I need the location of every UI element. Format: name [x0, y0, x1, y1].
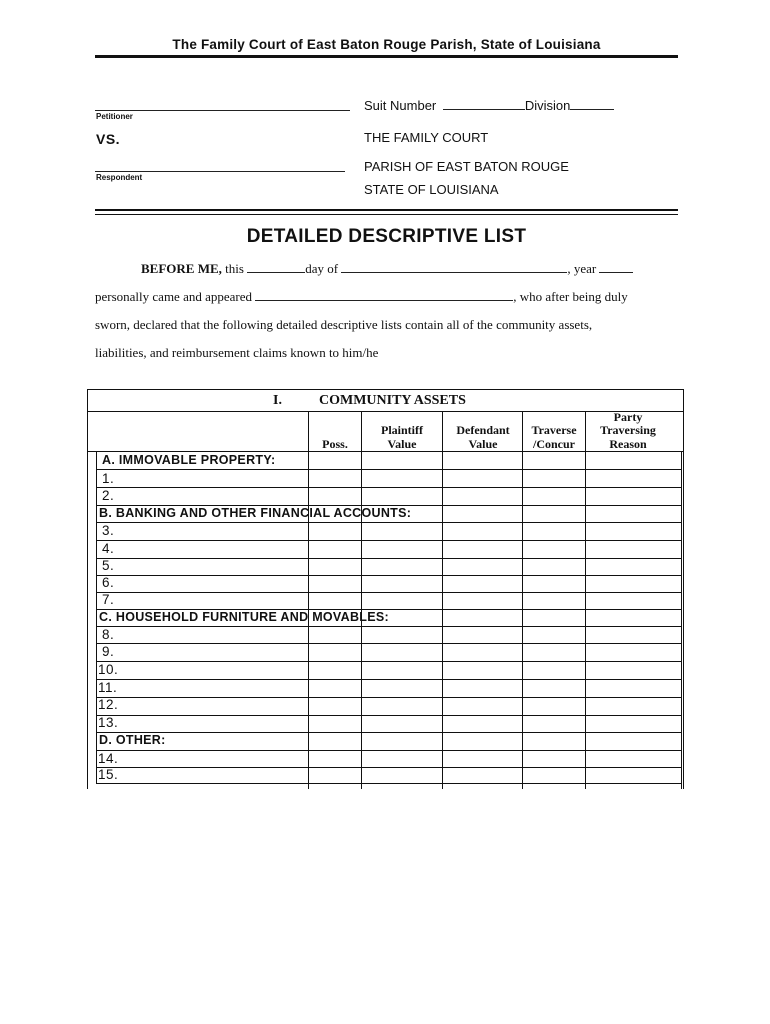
section-title: COMMUNITY ASSETS — [319, 393, 466, 408]
appearer-name-field[interactable] — [255, 289, 513, 301]
row-line — [96, 522, 682, 523]
col-defendant-2: Value — [468, 437, 498, 451]
before-me-label: BEFORE ME, — [141, 261, 222, 276]
row-label: 6. — [102, 575, 115, 590]
table-left-border — [87, 389, 88, 789]
year-text: , year — [567, 261, 597, 276]
row-label: 11. — [98, 680, 118, 695]
sworn-text: sworn, declared that the following detailed descriptive lists contain all of the community assets, — [95, 317, 593, 332]
court-line3: STATE OF LOUISIANA — [364, 182, 499, 197]
suit-number-field[interactable] — [443, 98, 525, 110]
col-divider-6 — [681, 451, 682, 789]
row-line — [96, 715, 682, 716]
day-field[interactable] — [247, 261, 305, 273]
court-line1: THE FAMILY COURT — [364, 130, 489, 145]
row-label: 12. — [98, 697, 119, 712]
col-party-2: Traversing — [600, 423, 656, 437]
petitioner-line[interactable] — [95, 110, 350, 111]
row-line — [96, 592, 682, 593]
row-label: 8. — [102, 627, 115, 642]
inner-left-border — [96, 451, 97, 783]
row-line — [96, 558, 682, 559]
row-line — [96, 575, 682, 576]
section-c-label: C. HOUSEHOLD FURNITURE AND MOVABLES: — [99, 610, 389, 624]
liabilities-text: liabilities, and reimbursement claims known to him/he — [95, 345, 379, 360]
row-label: 4. — [102, 541, 115, 556]
row-line — [96, 697, 682, 698]
year-field[interactable] — [599, 261, 633, 273]
row-label: 13. — [98, 715, 119, 730]
court-line2: PARISH OF EAST BATON ROUGE — [364, 159, 569, 174]
header-rule — [95, 55, 678, 58]
section-d-label: D. OTHER: — [99, 733, 166, 747]
suit-number-label: Suit Number — [364, 98, 437, 113]
row-line — [96, 487, 682, 488]
col-traverse-2: /Concur — [533, 437, 575, 451]
respondent-line[interactable] — [95, 171, 345, 172]
col-poss: Poss. — [322, 437, 348, 451]
appeared-text: personally came and appeared — [95, 289, 253, 304]
row-label: 9. — [102, 644, 115, 659]
month-field[interactable] — [341, 261, 567, 273]
who-after-text: , who after being duly — [513, 289, 628, 304]
table-top-border — [87, 389, 684, 390]
appeared-line — [95, 289, 628, 305]
row-line — [96, 767, 682, 768]
col-defendant-1: Defendant — [456, 423, 510, 437]
document-title: DETAILED DESCRIPTIVE LIST — [246, 226, 527, 247]
section-b-label: B. BANKING AND OTHER FINANCIAL ACCOUNTS: — [99, 506, 412, 520]
respondent-label: Respondent — [96, 173, 143, 182]
row-line — [96, 469, 682, 470]
row-line — [96, 783, 682, 784]
col-party-3: Reason — [609, 437, 647, 451]
caption-rule-bottom — [95, 214, 678, 215]
section-a-label: A. IMMOVABLE PROPERTY: — [102, 453, 276, 467]
row-line — [96, 750, 682, 751]
row-line — [96, 679, 682, 680]
division-label: Division — [524, 98, 571, 113]
division-field[interactable] — [570, 98, 614, 110]
row-label: 2. — [102, 488, 115, 503]
petitioner-label: Petitioner — [96, 112, 133, 121]
section-number: I. — [273, 393, 282, 408]
header-bottom — [87, 451, 684, 452]
col-plaintiff-1: Plaintiff — [381, 423, 423, 437]
row-label: 1. — [102, 471, 115, 486]
row-label: 3. — [102, 523, 115, 538]
this-text: this — [225, 261, 244, 276]
row-line — [96, 626, 682, 627]
col-party-1: Party — [613, 410, 643, 424]
court-title: The Family Court of East Baton Rouge Parish, State of Louisiana — [172, 37, 601, 52]
suit-number-row — [364, 98, 614, 113]
col-plaintiff-2: Value — [387, 437, 417, 451]
row-line — [96, 661, 682, 662]
before-me-line — [141, 261, 633, 277]
row-line — [96, 732, 682, 733]
day-of-text: day of — [305, 261, 339, 276]
row-label: 14. — [98, 751, 119, 766]
row-line — [96, 540, 682, 541]
row-line — [96, 643, 682, 644]
community-assets-table — [87, 389, 684, 789]
vs-label: VS. — [96, 131, 121, 147]
col-traverse-1: Traverse — [531, 423, 577, 437]
table-right-border — [683, 389, 684, 789]
row-label: 15. — [98, 767, 119, 782]
caption-rule-top — [95, 209, 678, 211]
row-label: 7. — [102, 592, 115, 607]
row-label: 5. — [102, 558, 115, 573]
row-label: 10. — [98, 662, 119, 677]
